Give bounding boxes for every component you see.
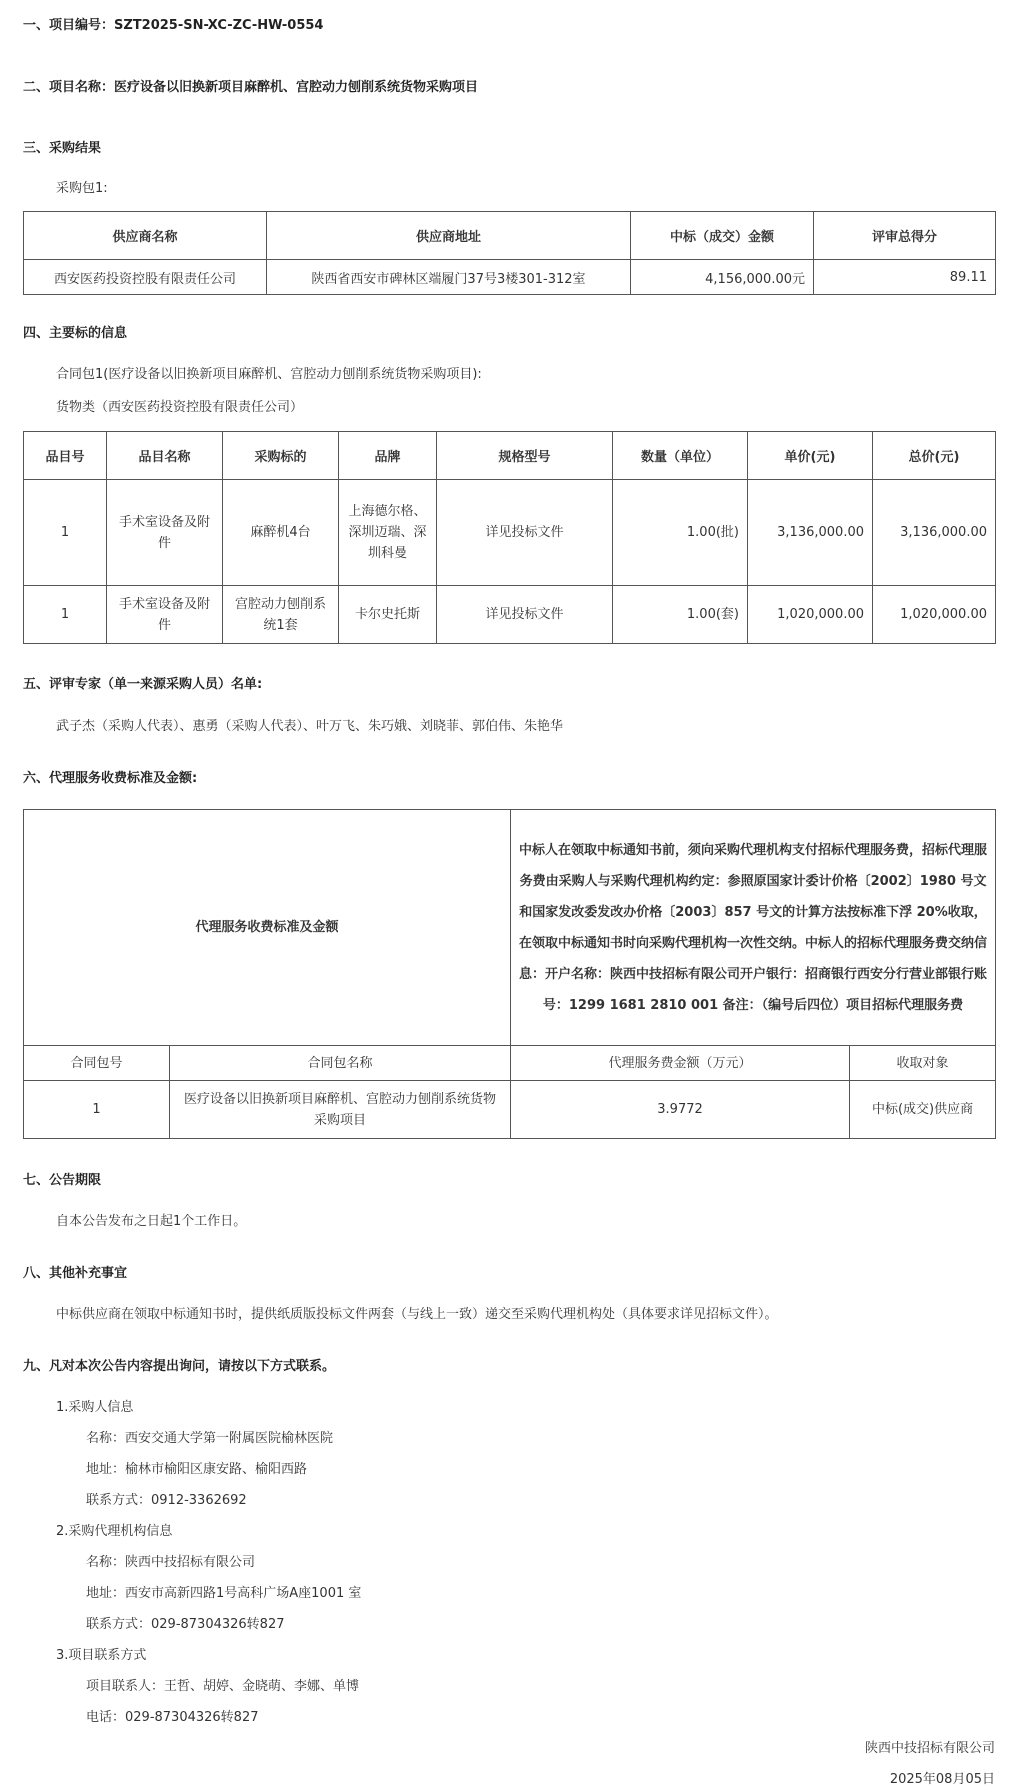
col-fee-amount: 代理服务费金额（万元） — [511, 1046, 850, 1081]
buyer-info-title: 1.采购人信息 — [56, 1400, 134, 1415]
col-supplier-name: 供应商名称 — [24, 212, 267, 260]
collect-target: 中标(成交)供应商 — [850, 1081, 996, 1139]
col-total-score: 评审总得分 — [814, 212, 996, 260]
project-name-heading: 二、项目名称：医疗设备以旧换新项目麻醉机、宫腔动力刨削系统货物采购项目 — [23, 80, 479, 95]
award-amount: 4,156,000.00元 — [631, 260, 814, 295]
other-matters-text: 中标供应商在领取中标通知书时，提供纸质版投标文件两套（与线上一致）递交至采购代理机构处（具体要求详见招标文件）。 — [56, 1307, 778, 1322]
agency-fee-table — [23, 809, 996, 1139]
buyer-phone: 联系方式：0912-3362692 — [86, 1493, 247, 1508]
items-table — [23, 431, 996, 644]
item-quantity: 1.00(套) — [613, 586, 748, 644]
table-row — [24, 1081, 996, 1139]
col-total-price: 总价(元) — [873, 432, 996, 480]
item-no: 1 — [24, 480, 107, 586]
item-total-price: 3,136,000.00 — [873, 480, 996, 586]
notice-period-text: 自本公告发布之日起1个工作日。 — [56, 1214, 247, 1229]
col-supplier-address: 供应商地址 — [267, 212, 631, 260]
item-target: 麻醉机4台 — [223, 480, 339, 586]
agent-address: 地址：西安市高新四路1号高科广场A座1001 室 — [86, 1586, 362, 1601]
project-contacts: 项目联系人：王哲、胡婷、金晓萌、李娜、单博 — [86, 1679, 360, 1694]
col-contract-no: 合同包号 — [24, 1046, 170, 1081]
col-target: 采购标的 — [223, 432, 339, 480]
procurement-result-heading: 三、采购结果 — [23, 141, 102, 156]
project-phone: 电话：029-87304326转827 — [86, 1710, 259, 1725]
other-matters-heading: 八、其他补充事宜 — [23, 1266, 128, 1281]
item-no: 1 — [24, 586, 107, 644]
fee-policy-text: 中标人在领取中标通知书前，须向采购代理机构支付招标代理服务费，招标代理服务费由采购人与采购代理机构约定：参照原国家计委计价格〔2002〕1980 号文和国家发改委发改办价格〔2003〕857 号文的计算方法按标准下浮 20%收取，在领取中标通知书时向采购代理机构一次性交纳。中标人的招标代理服务费交纳信息：开户名称：陕西中技招标有限公司开户银行：招商银行西安分行营业部银行账号：1299 1681 2810 001 备注：（编号后四位）项目招标代理服务费 — [511, 810, 996, 1046]
col-award-amount: 中标（成交）金额 — [631, 212, 814, 260]
item-unit-price: 3,136,000.00 — [748, 480, 873, 586]
item-brand: 上海德尔格、深圳迈瑞、深圳科曼 — [339, 480, 437, 586]
buyer-name: 名称：西安交通大学第一附属医院榆林医院 — [86, 1431, 334, 1446]
contract-package-label: 合同包1(医疗设备以旧换新项目麻醉机、宫腔动力刨削系统货物采购项目): — [56, 367, 482, 382]
experts-heading: 五、评审专家（单一来源采购人员）名单: — [23, 677, 263, 692]
item-brand: 卡尔史托斯 — [339, 586, 437, 644]
col-collect-target: 收取对象 — [850, 1046, 996, 1081]
supplier-address: 陕西省西安市碑林区端履门37号3楼301-312室 — [267, 260, 631, 295]
col-quantity: 数量（单位） — [613, 432, 748, 480]
footer-date: 2025年08月05日 — [889, 1772, 995, 1787]
agent-info-title: 2.采购代理机构信息 — [56, 1524, 173, 1539]
fee-standard-label: 代理服务收费标准及金额 — [24, 810, 511, 1046]
table-row — [24, 586, 996, 644]
col-contract-name: 合同包名称 — [170, 1046, 511, 1081]
item-target: 宫腔动力刨削系统1套 — [223, 586, 339, 644]
item-name: 手术室设备及附件 — [107, 586, 223, 644]
contact-heading: 九、凡对本次公告内容提出询问，请按以下方式联系。 — [23, 1359, 336, 1374]
contract-name: 医疗设备以旧换新项目麻醉机、宫腔动力刨削系统货物采购项目 — [170, 1081, 511, 1139]
result-header-row — [24, 212, 996, 260]
total-score: 89.11 — [814, 260, 996, 295]
items-header-row — [24, 432, 996, 480]
notice-period-heading: 七、公告期限 — [23, 1173, 102, 1188]
table-row — [24, 260, 996, 295]
fee-header-row — [24, 1046, 996, 1081]
agent-phone: 联系方式：029-87304326转827 — [86, 1617, 285, 1632]
col-brand: 品牌 — [339, 432, 437, 480]
contract-no: 1 — [24, 1081, 170, 1139]
table-row — [24, 480, 996, 586]
supplier-name: 西安医药投资控股有限责任公司 — [24, 260, 267, 295]
item-name: 手术室设备及附件 — [107, 480, 223, 586]
col-item-no: 品目号 — [24, 432, 107, 480]
project-contact-title: 3.项目联系方式 — [56, 1648, 147, 1663]
main-items-heading: 四、主要标的信息 — [23, 326, 128, 341]
col-item-name: 品目名称 — [107, 432, 223, 480]
agent-name: 名称：陕西中技招标有限公司 — [86, 1555, 256, 1570]
item-total-price: 1,020,000.00 — [873, 586, 996, 644]
goods-category-label: 货物类（西安医药投资控股有限责任公司） — [56, 400, 304, 415]
item-quantity: 1.00(批) — [613, 480, 748, 586]
agency-fee-heading: 六、代理服务收费标准及金额: — [23, 771, 198, 786]
item-spec: 详见投标文件 — [437, 586, 613, 644]
fee-amount: 3.9772 — [511, 1081, 850, 1139]
col-spec: 规格型号 — [437, 432, 613, 480]
buyer-address: 地址：榆林市榆阳区康安路、榆阳西路 — [86, 1462, 308, 1477]
experts-list: 武子杰（采购人代表）、惠勇（采购人代表）、叶万飞、朱巧娥、刘晓菲、郭伯伟、朱艳华 — [56, 719, 564, 734]
package-label: 采购包1: — [56, 181, 108, 196]
footer-organization: 陕西中技招标有限公司 — [864, 1741, 995, 1756]
col-unit-price: 单价(元) — [748, 432, 873, 480]
item-spec: 详见投标文件 — [437, 480, 613, 586]
project-number-heading: 一、项目编号：SZT2025-SN-XC-ZC-HW-0554 — [23, 18, 324, 33]
result-table — [23, 211, 996, 295]
item-unit-price: 1,020,000.00 — [748, 586, 873, 644]
